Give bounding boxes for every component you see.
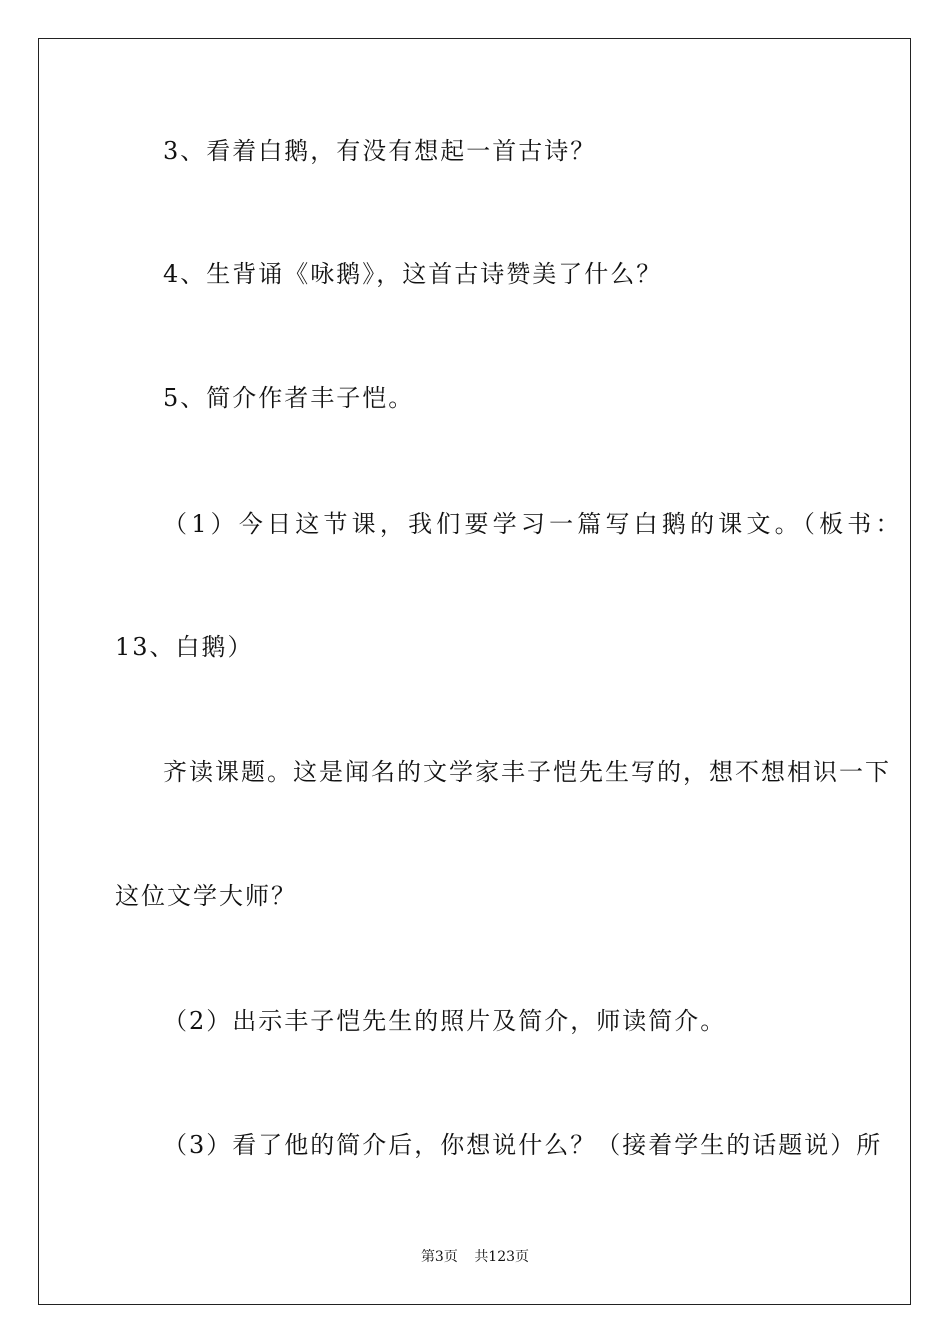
paragraph-item-5: 5、简介作者丰子恺。 [163, 384, 415, 412]
paragraph-read-title-continued: 这位文学大师？ [115, 882, 297, 910]
paragraph-read-title: 齐读课题。这是闻名的文学家丰子恺先生写的，想不想相识一下 [163, 758, 891, 786]
paragraph-step-3: （3）看了他的简介后，你想说什么？（接着学生的话题说）所 [163, 1131, 883, 1159]
paragraph-step-2: （2）出示丰子恺先生的照片及简介，师读简介。 [163, 1007, 727, 1035]
page-total: 共123页 [474, 1249, 530, 1265]
page-footer [0, 1248, 950, 1266]
paragraph-step-1-continued: 13、白鹅） [115, 633, 254, 661]
paragraph-question-4: 4、生背诵《咏鹅》，这首古诗赞美了什么？ [163, 260, 663, 288]
page-number: 第3页 [420, 1249, 458, 1265]
paragraph-question-3: 3、看着白鹅，有没有想起一首古诗？ [163, 137, 597, 165]
page-border [38, 38, 911, 1305]
paragraph-step-1: （1）今日这节课，我们要学习一篇写白鹅的课文。（板书： [163, 510, 904, 538]
